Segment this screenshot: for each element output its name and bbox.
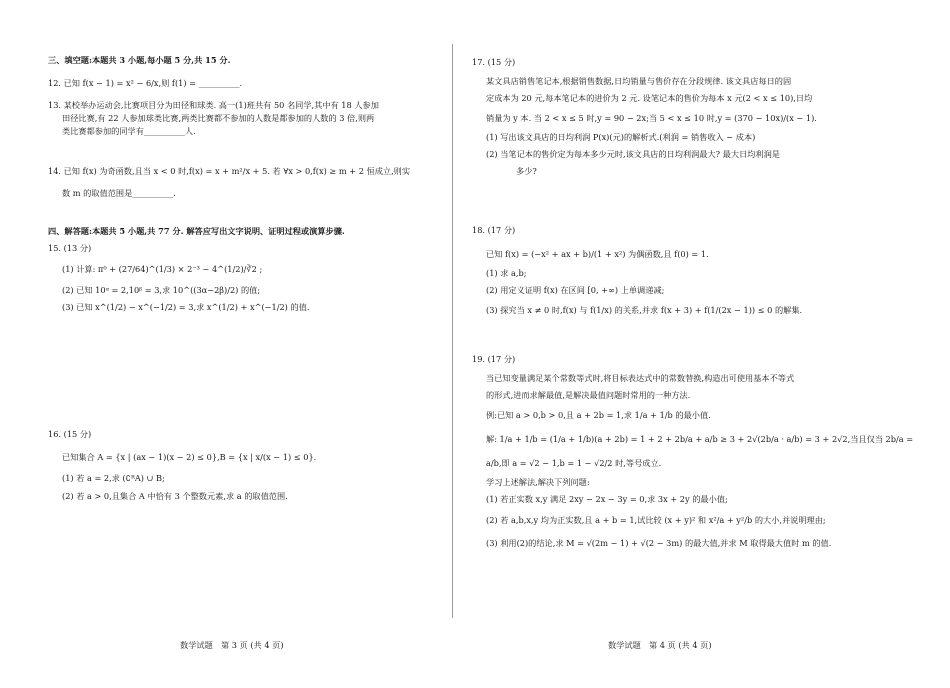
page-3-footer: 数学试题 第 3 页 (共 4 页) [180,640,284,650]
question-18 [472,222,802,321]
q17-line-1: 某文具店销售笔记本,根据销售数据,日均销量与售价存在分段规律. 该文具店每日的固 [486,76,792,86]
q18-part-3: (3) 探究当 x ≠ 0 时,f(x) 与 f(1/x) 的关系,并求 f(x + 3) + f(1/(2x − 1)) ≤ 0 的解集. [486,305,803,315]
section3-title: 三、填空题:本题共 3 小题,每小题 5 分,共 15 分. [48,55,231,65]
q16-statement: 已知集合 A = {x | (ax − 1)(x − 2) ≤ 0},B = {x | x/(x − 1) ≤ 0}. [62,452,317,462]
q19-solution-1: 解: 1/a + 1/b = (1/a + 1/b)(a + 2b) = 1 + 2 + 2b/a + a/b ≥ 3 + 2√(2b/a · a/b) = 3 + 2√2,当且仅当 2b/a = [486,434,914,444]
question-14 [48,160,410,204]
q16-header: 16. (15 分) [48,429,92,439]
q17-line-2: 定成本为 20 元,每本笔记本的进价为 2 元. 设笔记本的售价为每本 x 元(2 < x ≤ 10),日均 [486,93,813,103]
page-divider [452,44,453,618]
question-13 [48,99,379,138]
left-page [0,0,452,688]
q19-part-1: (1) 若正实数 x,y 满足 2xy − 2x − 3y = 0,求 3x + 2y 的最小值; [486,494,728,504]
q15-part-1: (1) 计算: π⁰ + (27/64)^(1/3) × 2⁻³ − 4^(1/2)/∛2 ; [62,264,263,274]
q19-part-2: (2) 若 a,b,x,y 均为正实数,且 a + b = 1,试比较 (x + y)² 和 x²/a + y²/b 的大小,并说明理由; [486,515,826,525]
q13-line-2: 田径比赛,有 22 人参加球类比赛,两类比赛都不参加的人数是都参加的人数的 3 倍,则两 [62,113,375,123]
q18-part-2: (2) 用定义证明 f(x) 在区间 [0, +∞) 上单调递减; [486,285,665,295]
question-16 [48,428,316,503]
q17-part-2-cont: 多少? [516,166,537,176]
q13-line-3: 类比赛都参加的同学有__________人. [62,126,196,136]
q19-transition: 学习上述解法,解决下列问题: [486,477,590,487]
question-19 [472,351,913,554]
question-15 [48,242,309,314]
q16-part-2: (2) 若 a > 0,且集合 A 中恰有 3 个整数元素,求 a 的取值范围. [62,491,288,501]
q17-header: 17. (15 分) [472,57,516,67]
section4-title: 四、解答题:本题共 5 小题,共 77 分. 解答应写出文字说明、证明过程或演算步骤. [48,226,345,236]
q17-part-1: (1) 写出该文具店的日均利润 P(x)(元)的解析式.(利润 = 销售收入 − 成本) [486,132,756,142]
q17-line-3: 销量为 y 本. 当 2 < x ≤ 5 时,y = 90 − 2x;当 5 < x ≤ 10 时,y = (370 − 10x)/(x − 1). [486,113,817,123]
q16-part-1: (1) 若 a = 2,求 (∁ᴿA) ∪ B; [62,473,165,483]
question-17 [472,54,817,180]
question-12: 12. 已知 f(x − 1) = x² − 6/x,则 f(1) = __________. [48,78,243,88]
q15-part-2: (2) 已知 10ᵅ = 2,10ᵝ = 3,求 10^((3α−2β)/2) 的值; [62,285,261,295]
q19-part-3: (3) 利用(2)的结论,求 M = √(2m − 1) + √(2 − 3m) 的最大值,并求 M 取得最大值时 m 的值. [486,538,832,548]
q18-statement: 已知 f(x) = (−x² + ax + b)/(1 + x²) 为偶函数,且 f(0) = 1. [486,249,709,259]
q19-intro-2: 的形式,进而求解最值,是解决最值问题时常用的一种方法. [486,390,691,400]
q19-header: 19. (17 分) [472,354,516,364]
q14-line-1: 14. 已知 f(x) 为奇函数,且当 x < 0 时,f(x) = x + m²/x + 5. 若 ∀x > 0,f(x) ≥ m + 2 恒成立,则实 [48,166,411,176]
right-page [456,0,950,688]
q15-header: 15. (13 分) [48,243,92,253]
q19-intro-1: 当已知变量满足某个常数等式时,将目标表达式中的常数替换,构造出可使用基本不等式 [486,373,795,383]
page-4-footer: 数学试题 第 4 页 (共 4 页) [608,640,712,650]
q15-part-3: (3) 已知 x^(1/2) − x^(−1/2) = 3,求 x^(1/2) + x^(−1/2) 的值. [62,302,310,312]
q18-header: 18. (17 分) [472,225,516,235]
q13-line-1: 13. 某校举办运动会,比赛项目分为田径和球类. 高一(1)班共有 50 名同学,其中有 18 人参加 [48,100,379,110]
q18-part-1: (1) 求 a,b; [486,268,527,278]
q19-example: 例:已知 a > 0,b > 0,且 a + 2b = 1,求 1/a + 1/b 的最小值. [486,410,711,420]
q19-solution-2: a/b,即 a = √2 − 1,b = 1 − √2/2 时,等号成立. [486,458,662,468]
q14-line-2: 数 m 的取值范围是__________. [62,188,176,198]
q17-part-2: (2) 当笔记本的售价定为每本多少元时,该文具店的日均利润最大? 最大日均利润是 [486,149,780,159]
